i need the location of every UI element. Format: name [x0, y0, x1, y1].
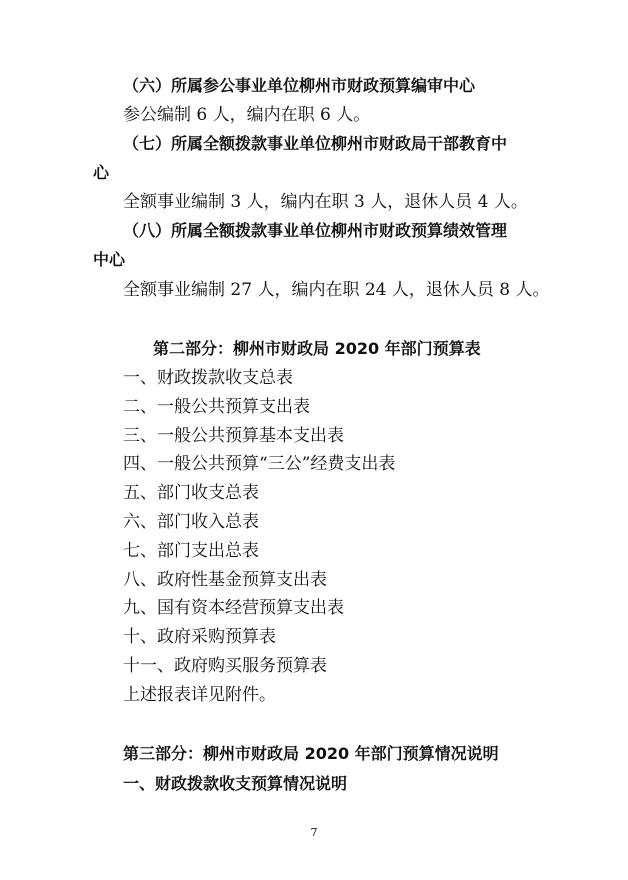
section-7-body: 全额事业编制 3 人，编内在职 3 人，退休人员 4 人。	[123, 192, 528, 212]
part3-subheading: 一、财政拨款收支预算情况说明	[123, 774, 348, 793]
section-8-body: 全额事业编制 27 人，编内在职 24 人，退休人员 8 人。	[123, 280, 550, 300]
part2-title: 第二部分：柳州市财政局 2020 年部门预算表	[153, 339, 481, 358]
part2-item: 九、国有资本经营预算支出表	[123, 598, 344, 618]
page-number: 7	[310, 826, 318, 839]
section-8-heading: （八）所属全额拨款事业单位柳州市财政预算绩效管理	[123, 221, 508, 240]
part2-note: 上述报表详见附件。	[123, 685, 276, 705]
part2-item: 七、部门支出总表	[123, 541, 259, 561]
part2-item: 十一、政府购买服务预算表	[123, 656, 327, 676]
section-7-heading-cont: 心	[93, 163, 110, 182]
section-6-body: 参公编制 6 人，编内在职 6 人。	[123, 105, 371, 125]
part2-item: 八、政府性基金预算支出表	[123, 570, 327, 590]
section-7-heading: （七）所属全额拨款事业单位柳州市财政局干部教育中	[123, 134, 508, 153]
part2-item: 十、政府采购预算表	[123, 627, 276, 647]
section-6-heading: （六）所属参公事业单位柳州市财政预算编审中心	[123, 76, 476, 95]
part2-item: 五、部门收支总表	[123, 483, 259, 503]
part2-item: 六、部门收入总表	[123, 512, 259, 532]
part2-item: 四、一般公共预算“三公”经费支出表	[123, 454, 396, 474]
part3-title: 第三部分：柳州市财政局 2020 年部门预算情况说明	[123, 744, 499, 763]
part2-item: 三、一般公共预算基本支出表	[123, 426, 344, 446]
part2-item: 二、一般公共预算支出表	[123, 397, 310, 417]
part2-item: 一、财政拨款收支总表	[123, 368, 293, 388]
section-8-heading-cont: 中心	[93, 250, 126, 269]
